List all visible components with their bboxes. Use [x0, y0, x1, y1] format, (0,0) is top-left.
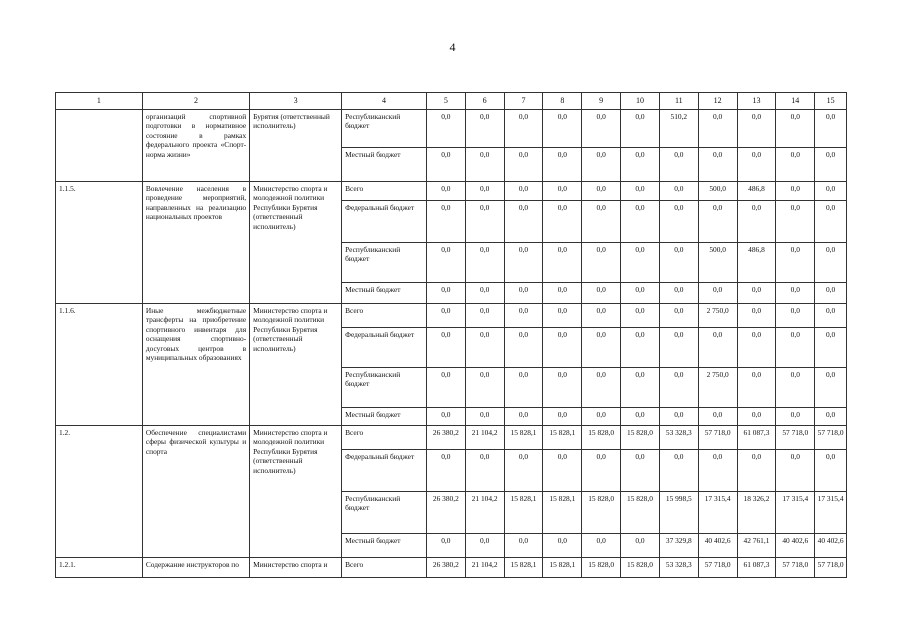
value-cell: 0,0: [698, 110, 737, 148]
value-cell: 26 380,2: [426, 426, 465, 450]
funding-source: Местный бюджет: [342, 534, 427, 558]
value-cell: 17 315,4: [776, 492, 815, 534]
value-cell: 21 104,2: [465, 426, 504, 450]
value-cell: 0,0: [504, 450, 543, 492]
row-executor: Министерство спорта и молодежной политики Республики Бурятия (ответственный исполнитель): [250, 182, 342, 304]
value-cell: 0,0: [582, 408, 621, 426]
row-code: 1.2.1.: [56, 558, 143, 578]
row-executor: Бурятия (ответственный исполнитель): [250, 110, 342, 182]
value-cell: 0,0: [815, 201, 847, 243]
value-cell: 0,0: [659, 450, 698, 492]
value-cell: 0,0: [426, 243, 465, 283]
row-description: Вовлечение населения в проведение мероприятий, направленных на реализацию национальных проектов: [142, 182, 249, 304]
value-cell: 15 828,0: [621, 426, 660, 450]
value-cell: 0,0: [815, 148, 847, 182]
value-cell: 0,0: [815, 368, 847, 408]
row-executor: Министерство спорта и: [250, 558, 342, 578]
value-cell: 0,0: [465, 148, 504, 182]
value-cell: 61 087,3: [737, 558, 776, 578]
value-cell: 2 750,0: [698, 368, 737, 408]
value-cell: 0,0: [582, 450, 621, 492]
funding-source: Республиканский бюджет: [342, 492, 427, 534]
header-cell: 7: [504, 93, 543, 110]
row-description: Содержание инструкторов по: [142, 558, 249, 578]
value-cell: 0,0: [465, 243, 504, 283]
value-cell: 0,0: [504, 148, 543, 182]
value-cell: 0,0: [582, 243, 621, 283]
value-cell: 0,0: [621, 368, 660, 408]
value-cell: 21 104,2: [465, 558, 504, 578]
value-cell: 0,0: [776, 328, 815, 368]
value-cell: 0,0: [815, 243, 847, 283]
value-cell: 0,0: [737, 201, 776, 243]
value-cell: 0,0: [737, 408, 776, 426]
value-cell: 0,0: [737, 328, 776, 368]
value-cell: 17 315,4: [815, 492, 847, 534]
value-cell: 18 326,2: [737, 492, 776, 534]
value-cell: 0,0: [582, 182, 621, 201]
value-cell: 0,0: [621, 148, 660, 182]
value-cell: 0,0: [659, 368, 698, 408]
value-cell: 0,0: [543, 368, 582, 408]
value-cell: 53 328,3: [659, 558, 698, 578]
table-row: [56, 304, 847, 328]
value-cell: 0,0: [776, 304, 815, 328]
value-cell: 500,0: [698, 182, 737, 201]
value-cell: 0,0: [465, 110, 504, 148]
header-cell: 1: [56, 93, 143, 110]
value-cell: 0,0: [776, 368, 815, 408]
value-cell: 0,0: [465, 368, 504, 408]
value-cell: 0,0: [426, 450, 465, 492]
value-cell: 0,0: [659, 408, 698, 426]
value-cell: 15 998,5: [659, 492, 698, 534]
value-cell: 0,0: [582, 201, 621, 243]
value-cell: 15 828,1: [504, 558, 543, 578]
table-row: [56, 110, 847, 148]
value-cell: 0,0: [737, 283, 776, 304]
funding-source: Федеральный бюджет: [342, 450, 427, 492]
value-cell: 57 718,0: [698, 426, 737, 450]
value-cell: 0,0: [776, 450, 815, 492]
header-cell: 13: [737, 93, 776, 110]
value-cell: 0,0: [426, 368, 465, 408]
value-cell: 0,0: [465, 182, 504, 201]
value-cell: 0,0: [465, 534, 504, 558]
value-cell: 40 402,6: [776, 534, 815, 558]
budget-table: [55, 92, 847, 578]
value-cell: 0,0: [815, 408, 847, 426]
value-cell: 0,0: [465, 283, 504, 304]
row-code: 1.2.: [56, 426, 143, 558]
value-cell: 0,0: [582, 368, 621, 408]
row-description: организаций спортивной подготовки в нормативное состояние в рамках федерального проекта «Спорт-норма жизни»: [142, 110, 249, 182]
value-cell: 0,0: [465, 304, 504, 328]
value-cell: 42 761,1: [737, 534, 776, 558]
value-cell: 0,0: [504, 283, 543, 304]
value-cell: 15 828,1: [543, 492, 582, 534]
value-cell: 0,0: [465, 328, 504, 368]
table-row: [56, 558, 847, 578]
row-code: [56, 110, 143, 182]
funding-source: Республиканский бюджет: [342, 243, 427, 283]
value-cell: 0,0: [543, 243, 582, 283]
funding-source: Местный бюджет: [342, 148, 427, 182]
value-cell: 0,0: [659, 304, 698, 328]
value-cell: 0,0: [426, 182, 465, 201]
funding-source: Республиканский бюджет: [342, 110, 427, 148]
value-cell: 15 828,1: [543, 558, 582, 578]
value-cell: 0,0: [426, 283, 465, 304]
value-cell: 26 380,2: [426, 492, 465, 534]
table-row: [56, 426, 847, 450]
value-cell: 486,8: [737, 243, 776, 283]
value-cell: 37 329,8: [659, 534, 698, 558]
table-body: [56, 110, 847, 578]
value-cell: 0,0: [543, 182, 582, 201]
value-cell: 40 402,6: [815, 534, 847, 558]
funding-source: Местный бюджет: [342, 408, 427, 426]
funding-source: Федеральный бюджет: [342, 201, 427, 243]
value-cell: 0,0: [426, 534, 465, 558]
value-cell: 486,8: [737, 182, 776, 201]
value-cell: 0,0: [776, 283, 815, 304]
value-cell: 0,0: [426, 201, 465, 243]
funding-source: Республиканский бюджет: [342, 368, 427, 408]
value-cell: 0,0: [815, 283, 847, 304]
value-cell: 57 718,0: [815, 426, 847, 450]
row-code: 1.1.6.: [56, 304, 143, 426]
value-cell: 0,0: [504, 304, 543, 328]
header-cell: 8: [543, 93, 582, 110]
table-row: [56, 182, 847, 201]
value-cell: 0,0: [543, 408, 582, 426]
value-cell: 0,0: [621, 408, 660, 426]
value-cell: 0,0: [543, 148, 582, 182]
funding-source: Местный бюджет: [342, 283, 427, 304]
header-cell: 4: [342, 93, 427, 110]
value-cell: 0,0: [737, 110, 776, 148]
header-cell: 10: [621, 93, 660, 110]
value-cell: 0,0: [621, 328, 660, 368]
value-cell: 0,0: [776, 148, 815, 182]
page-number: 4: [449, 40, 456, 54]
value-cell: 0,0: [621, 243, 660, 283]
value-cell: 0,0: [698, 450, 737, 492]
value-cell: 0,0: [621, 110, 660, 148]
value-cell: 0,0: [815, 110, 847, 148]
header-cell: 14: [776, 93, 815, 110]
header-cell: 15: [815, 93, 847, 110]
value-cell: 0,0: [543, 110, 582, 148]
value-cell: 0,0: [815, 182, 847, 201]
value-cell: 0,0: [543, 201, 582, 243]
value-cell: 0,0: [737, 148, 776, 182]
row-executor: Министерство спорта и молодежной политики Республики Бурятия (ответственный исполнитель): [250, 426, 342, 558]
value-cell: 57 718,0: [698, 558, 737, 578]
value-cell: 0,0: [776, 201, 815, 243]
value-cell: 0,0: [621, 534, 660, 558]
value-cell: 0,0: [504, 201, 543, 243]
value-cell: 0,0: [582, 148, 621, 182]
funding-source: Всего: [342, 182, 427, 201]
value-cell: 15 828,0: [621, 492, 660, 534]
value-cell: 57 718,0: [776, 426, 815, 450]
value-cell: 0,0: [776, 243, 815, 283]
value-cell: 0,0: [659, 283, 698, 304]
value-cell: 0,0: [659, 328, 698, 368]
value-cell: 0,0: [504, 534, 543, 558]
value-cell: 0,0: [504, 110, 543, 148]
value-cell: 57 718,0: [815, 558, 847, 578]
value-cell: 0,0: [504, 243, 543, 283]
header-row: [56, 93, 847, 110]
row-description: Обеспечение специалистами сферы физической культуры и спорта: [142, 426, 249, 558]
value-cell: 15 828,0: [582, 492, 621, 534]
value-cell: 40 402,6: [698, 534, 737, 558]
value-cell: 0,0: [426, 408, 465, 426]
value-cell: 17 315,4: [698, 492, 737, 534]
value-cell: 15 828,1: [504, 492, 543, 534]
value-cell: 15 828,0: [621, 558, 660, 578]
value-cell: 0,0: [426, 110, 465, 148]
value-cell: 15 828,1: [504, 426, 543, 450]
value-cell: 0,0: [465, 408, 504, 426]
value-cell: 0,0: [504, 408, 543, 426]
value-cell: 0,0: [582, 328, 621, 368]
header-cell: 12: [698, 93, 737, 110]
value-cell: 0,0: [582, 110, 621, 148]
value-cell: 0,0: [776, 110, 815, 148]
value-cell: 57 718,0: [776, 558, 815, 578]
value-cell: 53 328,3: [659, 426, 698, 450]
value-cell: 61 087,3: [737, 426, 776, 450]
value-cell: 500,0: [698, 243, 737, 283]
header-cell: 11: [659, 93, 698, 110]
value-cell: 0,0: [737, 368, 776, 408]
value-cell: 0,0: [465, 450, 504, 492]
header-cell: 6: [465, 93, 504, 110]
value-cell: 0,0: [426, 328, 465, 368]
value-cell: 15 828,1: [543, 426, 582, 450]
value-cell: 0,0: [698, 148, 737, 182]
value-cell: 0,0: [815, 328, 847, 368]
funding-source: Федеральный бюджет: [342, 328, 427, 368]
value-cell: 0,0: [698, 201, 737, 243]
value-cell: 0,0: [504, 182, 543, 201]
value-cell: 0,0: [659, 201, 698, 243]
funding-source: Всего: [342, 426, 427, 450]
funding-source: Всего: [342, 558, 427, 578]
value-cell: 0,0: [504, 328, 543, 368]
value-cell: 0,0: [426, 148, 465, 182]
value-cell: 15 828,0: [582, 558, 621, 578]
value-cell: 0,0: [582, 534, 621, 558]
value-cell: 0,0: [659, 243, 698, 283]
value-cell: 26 380,2: [426, 558, 465, 578]
value-cell: 21 104,2: [465, 492, 504, 534]
value-cell: 0,0: [621, 201, 660, 243]
value-cell: 0,0: [543, 534, 582, 558]
value-cell: 0,0: [737, 304, 776, 328]
value-cell: 0,0: [621, 450, 660, 492]
row-executor: Министерство спорта и молодежной политики Республики Бурятия (ответственный исполнитель): [250, 304, 342, 426]
value-cell: 0,0: [698, 328, 737, 368]
row-description: Иные межбюджетные трансферты на приобретение спортивного инвентаря для оснащения спортивно-досуговых центров в муниципальных образованиях: [142, 304, 249, 426]
value-cell: 0,0: [543, 304, 582, 328]
value-cell: 0,0: [543, 328, 582, 368]
value-cell: 0,0: [621, 304, 660, 328]
value-cell: 0,0: [659, 182, 698, 201]
header-cell: 5: [426, 93, 465, 110]
value-cell: 0,0: [621, 283, 660, 304]
value-cell: 0,0: [698, 408, 737, 426]
value-cell: 0,0: [659, 148, 698, 182]
value-cell: 510,2: [659, 110, 698, 148]
value-cell: 0,0: [543, 283, 582, 304]
header-cell: 3: [250, 93, 342, 110]
value-cell: 0,0: [776, 182, 815, 201]
header-cell: 9: [582, 93, 621, 110]
value-cell: 0,0: [543, 450, 582, 492]
value-cell: 0,0: [465, 201, 504, 243]
value-cell: 2 750,0: [698, 304, 737, 328]
value-cell: 0,0: [737, 450, 776, 492]
row-code: 1.1.5.: [56, 182, 143, 304]
value-cell: 0,0: [815, 304, 847, 328]
value-cell: 0,0: [582, 304, 621, 328]
value-cell: 0,0: [426, 304, 465, 328]
value-cell: 0,0: [582, 283, 621, 304]
value-cell: 15 828,0: [582, 426, 621, 450]
funding-source: Всего: [342, 304, 427, 328]
header-cell: 2: [142, 93, 249, 110]
value-cell: 0,0: [504, 368, 543, 408]
value-cell: 0,0: [698, 283, 737, 304]
value-cell: 0,0: [776, 408, 815, 426]
value-cell: 0,0: [815, 450, 847, 492]
value-cell: 0,0: [621, 182, 660, 201]
